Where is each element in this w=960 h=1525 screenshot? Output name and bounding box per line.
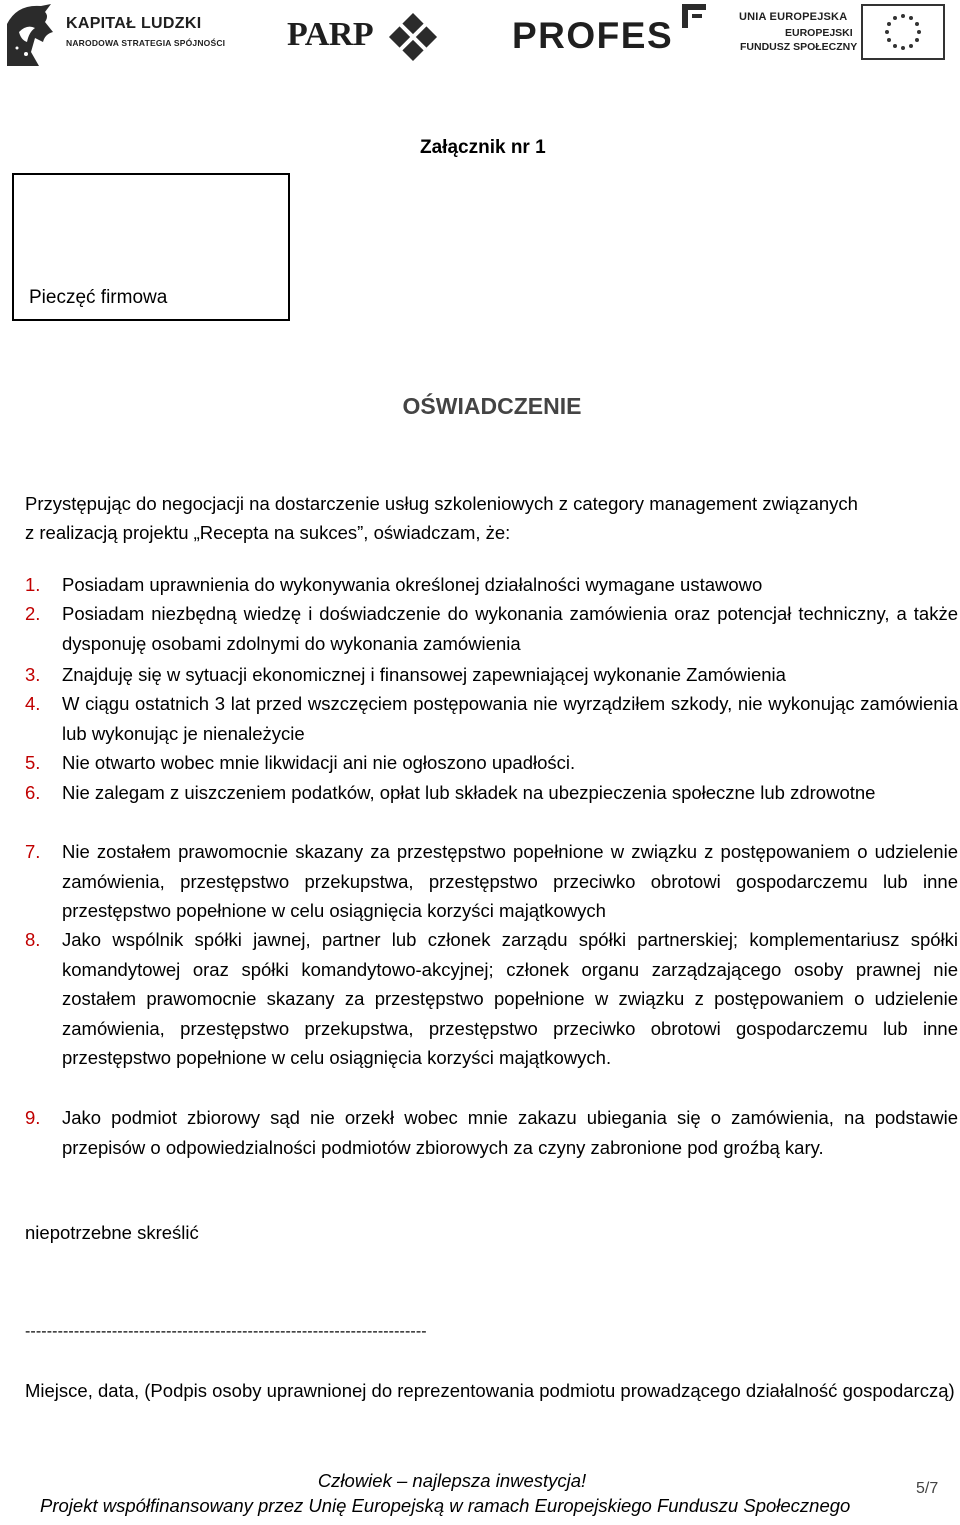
item-text: Nie otwarto wobec mnie likwidacji ani nie ogłoszono upadłości.: [62, 752, 576, 773]
parp-diamond-icon: [388, 12, 438, 67]
page-number: 5/7: [916, 1480, 939, 1497]
profes-logo-text: PROFES: [512, 15, 674, 56]
statement-item-2: [25, 599, 958, 658]
document-title: OŚWIADCZENIE: [402, 393, 582, 419]
statement-item-4: [25, 689, 958, 748]
statement-item-6: [25, 778, 958, 808]
item-text: Nie zostałem prawomocnie skazany za przestępstwo popełnione w związku z postępowaniem o udzielenie zamówienia, przestępstwo przekupstwa, przestępstwo przeciwko obrotowi gospodarczemu lub inne przestępstwo popełnione w celu osiągnięcia korzyści majątkowych: [62, 841, 958, 921]
item-number: 6.: [25, 782, 41, 803]
signature-caption: Miejsce, data, (Podpis osoby uprawnionej do reprezentowania podmiotu prowadzącego działalność gospodarczą): [25, 1380, 955, 1401]
item-number: 4.: [25, 693, 41, 714]
statement-item-3: [25, 660, 958, 690]
kapital-ludzki-emblem-icon: [5, 2, 57, 68]
item-text: W ciągu ostatnich 3 lat przed wszczęciem postępowania nie wyrządziłem szkody, nie wykonując zamówienia lub wykonując je nienależycie: [62, 693, 958, 744]
item-text: Znajduję się w sytuacji ekonomicznej i finansowej zapewniającej wykonanie Zamówienia: [62, 664, 786, 685]
eu-line3: FUNDUSZ SPOŁECZNY: [740, 41, 858, 53]
parp-logo-text: PARP: [287, 16, 374, 53]
item-text: Jako podmiot zbiorowy sąd nie orzekł wobec mnie zakazu ubiegania się o zamówienia, na podstawie przepisów o odpowiedzialności podmiotów zbiorowych za czyny zabronione pod groźbą kary.: [62, 1107, 958, 1158]
item-text: Posiadam uprawnienia do wykonywania określonej działalności wymagane ustawowo: [62, 574, 763, 595]
statement-item-1: [25, 570, 958, 600]
footer-slogan: Człowiek – najlepsza inwestycja!: [317, 1470, 587, 1491]
item-text: Posiadam niezbędną wiedzę i doświadczenie do wykonania zamówienia oraz potencjał techniczny, a także dysponuję osobami zdolnymi do wykonania zamówienia: [62, 603, 958, 654]
item-number: 9.: [25, 1107, 41, 1128]
statement-item-5: [25, 748, 958, 778]
statement-item-8: [25, 925, 958, 1073]
company-stamp-label: Pieczęć firmowa: [29, 287, 168, 308]
kapital-ludzki-title: KAPITAŁ LUDZKI: [66, 15, 202, 32]
item-number: 5.: [25, 752, 41, 773]
kapital-ludzki-subtitle: NARODOWA STRATEGIA SPÓJNOŚCI: [66, 38, 226, 48]
eu-line2: EUROPEJSKI: [785, 27, 853, 39]
item-number: 2.: [25, 603, 41, 624]
item-number: 1.: [25, 574, 41, 595]
item-text: Nie zalegam z uiszczeniem podatków, opłat lub składek na ubezpieczenia społeczne lub zdrowotne: [62, 782, 876, 803]
attachment-label: Załącznik nr 1: [420, 137, 546, 158]
item-number: 3.: [25, 664, 41, 685]
intro-line-1: Przystępując do negocjacji na dostarczenie usług szkoleniowych z category management związanych: [25, 493, 858, 514]
eu-line1: UNIA EUROPEJSKA: [739, 11, 848, 23]
eu-flag-icon: [861, 4, 945, 65]
profes-flag-icon: [676, 2, 708, 35]
kapital-ludzki-logo: [5, 2, 57, 68]
footnote-strike-out: niepotrzebne skreślić: [25, 1222, 199, 1243]
statement-item-7: [25, 837, 958, 926]
statement-item-9: [25, 1103, 958, 1162]
signature-line: --------------------------------------------------------------------------: [25, 1323, 427, 1340]
item-text: Jako wspólnik spółki jawnej, partner lub członek zarządu spółki partnerskiej; komplementariusz spółki komandytowej oraz spółki komandytowo-akcyjnej; członek organu zarządzającego osoby prawnej nie zostałem prawomocnie skazany za przestępstwo popełnione w związku z postępowaniem o udzielenie zamówienia, przestępstwo przekupstwa, przestępstwo przeciwko obrotowi gospodarczemu lub inne przestępstwo popełnione w celu osiągnięcia korzyści majątkowych.: [62, 929, 958, 1068]
intro-line-2: z realizacją projektu „Recepta na sukces”, oświadczam, że:: [25, 522, 511, 543]
footer-cofinancing: Projekt współfinansowany przez Unię Europejską w ramach Europejskiego Funduszu Społecznego: [40, 1495, 851, 1516]
item-number: 7.: [25, 841, 41, 862]
item-number: 8.: [25, 929, 41, 950]
